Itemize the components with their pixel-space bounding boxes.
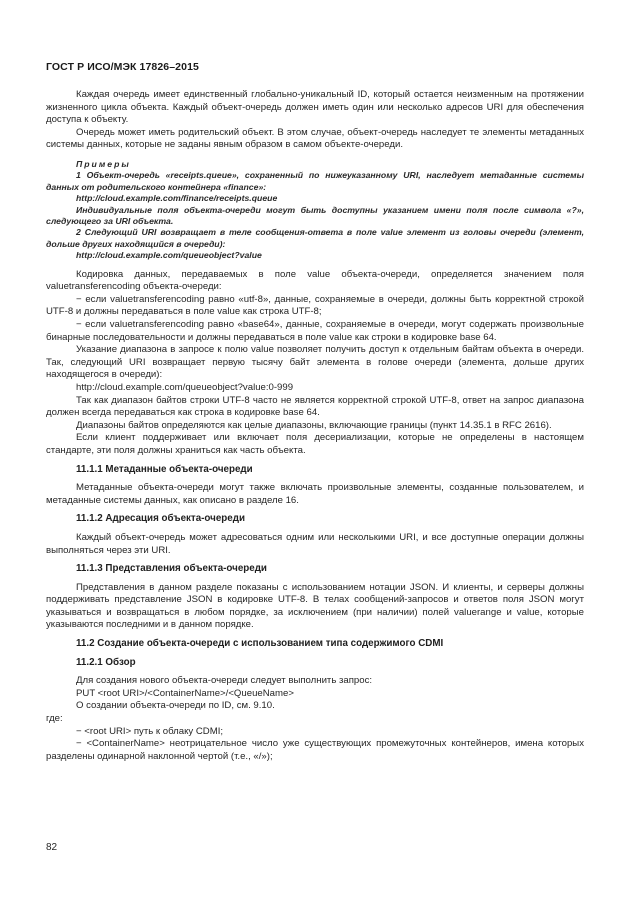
paragraph-ranges-def: Диапазоны байтов определяются как целые диапазоны, включающие границы (пункт 14.35.1 в RFC 2616). [76,419,552,431]
paragraph-encoding-intro: Кодировка данных, передаваемых в поле value объекта-очереди, определяется значением поля valuetransferencoding объекта-очереди: [46,268,584,293]
overview-put-request: PUT <root URI>/<ContainerName>/<QueueName> [76,687,294,699]
paragraph-range: Указание диапазона в запросе к полю value позволяет получить доступ к отдельным байтам объекта в очереди. Так, следующий URI возвращает первую тысячу байт элемента в голове очереди (элемента, дольше других находящегося в очереди): [46,344,584,381]
example-1-url: http://cloud.example.com/finance/receipts.queue [76,193,278,204]
section-title-11-2-1: 11.2.1 Обзор [76,656,136,668]
section-text-11-1-1: Метаданные объекта-очереди могут также включать произвольные элементы, созданные пользователем, и метаданные системы данных, как описано в разделе 16. [46,482,584,506]
page-content [46,89,584,763]
example-2-text: 2 Следующий URI возвращает в теле сообщения-ответа в поле value элемент из головы очереди (элемент, дольше других находящийся в очереди): [46,227,584,249]
document-header: ГОСТ Р ИСО/МЭК 17826–2015 [46,61,199,73]
examples-block [46,159,584,262]
section-text-11-1-2: Каждый объект-очередь может адресоваться одним или несколькими URI, и все доступные операции должны выполняться через эти URI. [46,531,584,556]
list-item-base64: − если valuetransferencoding равно «base64», данные, сохраняемые в очереди, могут содержать произвольные бинарные последовательности и должны передаваться в поле value как строки в кодировке base 64. [46,319,584,343]
example-2-url: http://cloud.example.com/queueobject?value [76,250,262,261]
definition-root-uri: − <root URI> путь к облаку CDMI; [76,725,224,737]
paragraph-queue-id: Каждая очередь имеет единственный глобально-уникальный ID, который остается неизменным на протяжении жизненного цикла объекта. Каждый объект-очередь должен иметь один или несколько адресов URI для обеспечения доступа к объекту. [46,89,584,126]
section-title-11-2: 11.2 Создание объекта-очереди с использованием типа содержимого CDMI [76,638,444,650]
range-url: http://cloud.example.com/queueobject?value:0-999 [76,381,294,393]
paragraph-utf8-note: Так как диапазон байтов строки UTF-8 часто не является корректной строкой UTF-8, ответ на запрос диапазона должен всегда передаваться как строка в кодировке base 64. [46,394,584,419]
section-text-11-1-3: Представления в данном разделе показаны с использованием нотации JSON. И клиенты, и серверы должны поддерживать представление JSON в кодировке UTF-8. В телах сообщений-запросов и ответов поля JSON могут указываться и возвращаться в любом порядке, за исключением (при наличии) полей valuerange и value, которые указываются последними и в данном порядке. [46,581,584,631]
list-item-utf8: − если valuetransferencoding равно «utf-8», данные, сохраняемые в очереди, должны быть корректной строкой UTF-8 и должны передаваться в поле value как строка UTF-8; [46,293,584,318]
where-label: где: [46,713,63,725]
page-number: 82 [46,842,58,853]
paragraph-parent-object: Очередь может иметь родительский объект. В этом случае, объект-очередь наследует те элементы метаданных системы данных, которые не заданы явным образом в самом объекте-очереди. [46,126,584,151]
examples-heading: Примеры [76,158,131,169]
overview-id-note: О создании объекта-очереди по ID, см. 9.10. [76,700,275,712]
section-title-11-1-2: 11.1.2 Адресация объекта-очереди [76,513,245,525]
definition-container-name: − <ContainerName> неотрицательное число уже существующих промежуточных контейнеров, имена которых разделены одинарной наклонной чертой (т.е., «/»); [46,738,584,762]
overview-request-intro: Для создания нового объекта-очереди следует выполнить запрос: [76,675,373,687]
section-title-11-1-1: 11.1.1 Метаданные объекта-очереди [76,463,253,475]
paragraph-deserialize: Если клиент поддерживает или включает поля десериализации, которые не определены в настоящем стандарте, эти поля должны храниться как часть объекта. [46,432,584,456]
example-1-text: 1 Объект-очередь «receipts.queue», сохраненный по нижеуказанному URI, наследует метаданные системы данных от родительского контейнера «finance»: [46,170,584,192]
example-1-note: Индивидуальные поля объекта-очереди могут быть доступны указанием имени поля после символа «?», следующего за URI объекта. [46,204,584,226]
section-title-11-1-3: 11.1.3 Представления объекта-очереди [76,563,267,575]
